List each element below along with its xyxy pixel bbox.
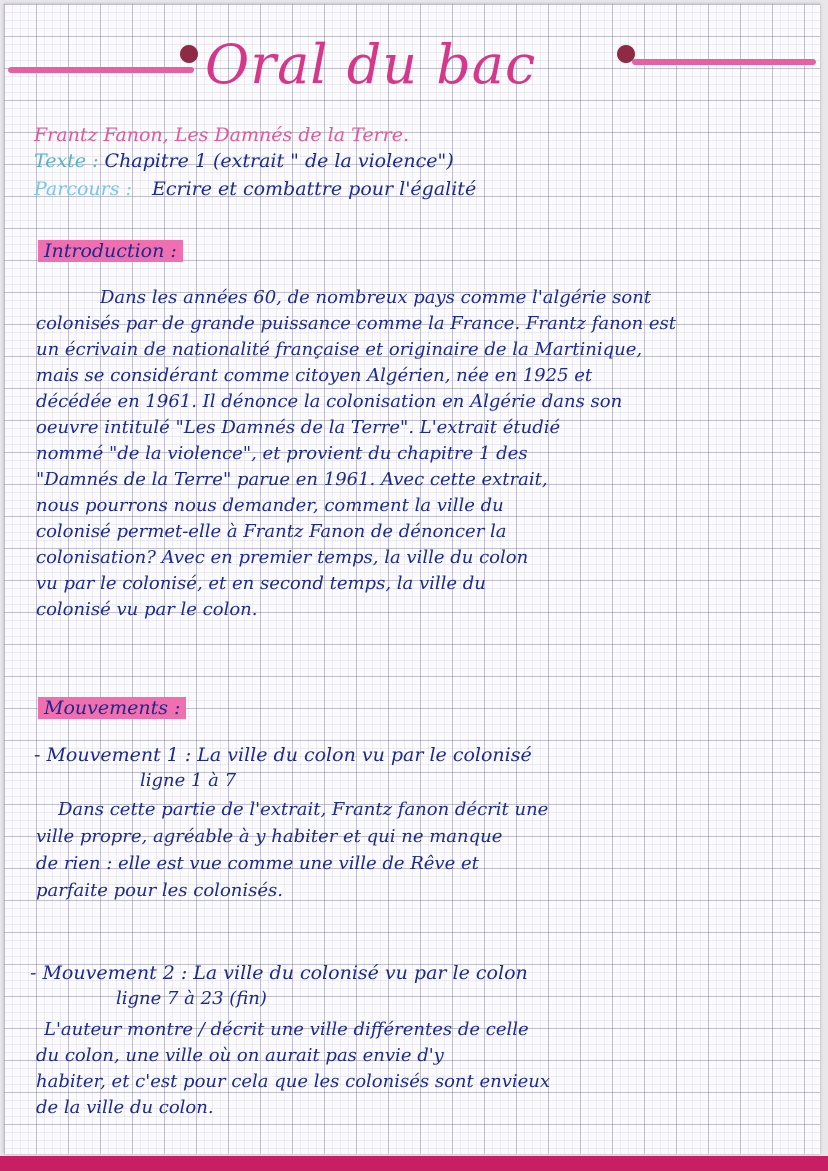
texte-label: Texte : bbox=[34, 150, 99, 172]
mouvement-1-line: ville propre, agréable à y habiter et qui ne manque bbox=[36, 826, 503, 847]
author-work bbox=[34, 124, 409, 146]
texte-line bbox=[34, 150, 454, 172]
introduction-line: colonisés par de grande puissance comme la France. Frantz fanon est bbox=[36, 313, 677, 334]
title-rule-right bbox=[632, 59, 816, 65]
mouvement-1-lines-ref: ligne 1 à 7 bbox=[140, 770, 237, 791]
introduction-line: un écrivain de nationalité française et originaire de la Martinique, bbox=[36, 339, 643, 360]
mouvement-1-line: parfaite pour les colonisés. bbox=[36, 880, 283, 901]
introduction-heading: Introduction : bbox=[38, 240, 183, 262]
introduction-line: colonisation? Avec en premier temps, la ville du colon bbox=[36, 547, 529, 568]
mouvement-2-line: de la ville du colon. bbox=[36, 1097, 214, 1118]
mouvement-2-lines-ref: ligne 7 à 23 (fin) bbox=[116, 988, 267, 1009]
introduction-line: "Damnés de la Terre" parue en 1961. Avec cette extrait, bbox=[36, 469, 548, 490]
introduction-line: oeuvre intitulé "Les Damnés de la Terre". L'extrait étudié bbox=[36, 417, 561, 438]
mouvement-1-line: Dans cette partie de l'extrait, Frantz fanon décrit une bbox=[58, 799, 549, 820]
parcours-value: Ecrire et combattre pour l'égalité bbox=[151, 178, 477, 200]
introduction-line: vu par le colonisé, et en second temps, la ville du bbox=[36, 573, 486, 594]
parcours-label: Parcours : bbox=[34, 178, 132, 200]
title-rule-left bbox=[8, 67, 194, 73]
introduction-line: colonisé permet-elle à Frantz Fanon de dénoncer la bbox=[36, 521, 507, 542]
introduction-line: Dans les années 60, de nombreux pays comme l'algérie sont bbox=[100, 287, 652, 308]
mouvement-1-title: - Mouvement 1 : La ville du colon vu par le colonisé bbox=[34, 744, 532, 766]
author-work-text: Frantz Fanon, Les Damnés de la Terre. bbox=[34, 124, 410, 146]
mouvement-2-line: habiter, et c'est pour cela que les colonisés sont envieux bbox=[36, 1071, 551, 1092]
texte-value: Chapitre 1 (extrait " de la violence") bbox=[104, 150, 454, 172]
page-title: Oral du bac bbox=[205, 33, 537, 96]
parcours-line bbox=[34, 178, 476, 200]
introduction-line: nommé "de la violence", et provient du chapitre 1 des bbox=[36, 443, 528, 464]
mouvements-heading: Mouvements : bbox=[38, 697, 186, 719]
mouvement-2-title: - Mouvement 2 : La ville du colonisé vu par le colon bbox=[30, 962, 528, 984]
mouvement-1-line: de rien : elle est vue comme une ville de Rêve et bbox=[36, 853, 479, 874]
mouvement-2-line: L'auteur montre / décrit une ville différentes de celle bbox=[44, 1019, 529, 1040]
introduction-line: colonisé vu par le colon. bbox=[36, 599, 258, 620]
introduction-line: mais se considérant comme citoyen Algérien, née en 1925 et bbox=[36, 365, 593, 386]
title-dot-left bbox=[180, 45, 198, 63]
page-bottom-edge bbox=[0, 1156, 828, 1171]
introduction-line: décédée en 1961. Il dénonce la colonisation en Algérie dans son bbox=[36, 391, 623, 412]
mouvement-2-line: du colon, une ville où on aurait pas envie d'y bbox=[36, 1045, 444, 1066]
introduction-line: nous pourrons nous demander, comment la ville du bbox=[36, 495, 504, 516]
